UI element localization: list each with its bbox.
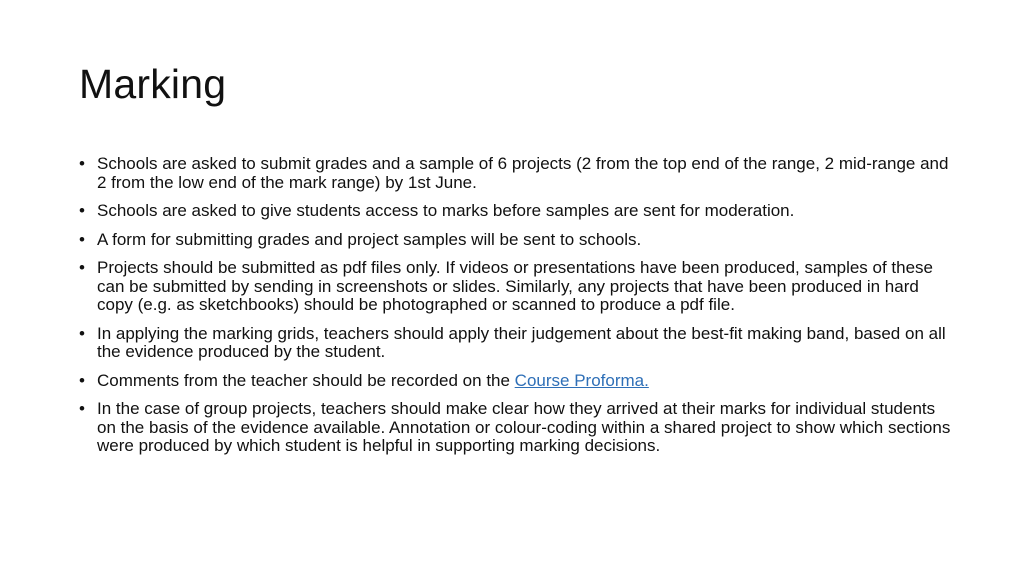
- course-proforma-link[interactable]: Course Proforma.: [514, 370, 649, 390]
- bullet-item: [79, 372, 954, 391]
- bullet-item: [79, 325, 954, 362]
- bullet-marker: •: [79, 370, 85, 390]
- bullet-item: [79, 259, 954, 315]
- bullet-text: Schools are asked to give students access to marks before samples are sent for moderation.: [97, 201, 795, 220]
- bullet-marker: •: [79, 201, 85, 220]
- bullet-text: Projects should be submitted as pdf files only. If videos or presentations have been produced, samples of these can be submitted by sending in screenshots or slides. Similarly, any projects that have been produced in hard copy (e.g. as sketchbooks) should be photographed or scanned to produce a pdf file.: [97, 258, 934, 314]
- bullet-text: In the case of group projects, teachers should make clear how they arrived at their marks for individual students on the basis of the evidence available. Annotation or colour-coding within a shared project to show which sections were produced by which student is helpful in supporting marking decisions.: [97, 399, 951, 455]
- bullet-item: [79, 231, 954, 250]
- bullet-text: In applying the marking grids, teachers should apply their judgement about the best-fit making band, based on all the evidence produced by the student.: [97, 323, 946, 361]
- bullet-item: [79, 202, 954, 221]
- slide-title: Marking: [79, 61, 227, 107]
- bullet-marker: •: [79, 323, 85, 343]
- bullet-text: A form for submitting grades and project samples will be sent to schools.: [97, 229, 642, 249]
- bullet-text: Comments from the teacher should be recorded on the: [97, 370, 515, 390]
- bullet-text: Schools are asked to submit grades and a sample of 6 projects (2 from the top end of the range, 2 mid-range and 2 from the low end of the mark range) by 1st June.: [97, 154, 949, 192]
- bullet-item: [79, 400, 954, 456]
- bullet-marker: •: [79, 399, 85, 418]
- bullet-list: [79, 155, 954, 466]
- bullet-marker: •: [79, 258, 85, 277]
- bullet-marker: •: [79, 154, 85, 173]
- bullet-item: [79, 155, 954, 192]
- bullet-marker: •: [79, 229, 85, 249]
